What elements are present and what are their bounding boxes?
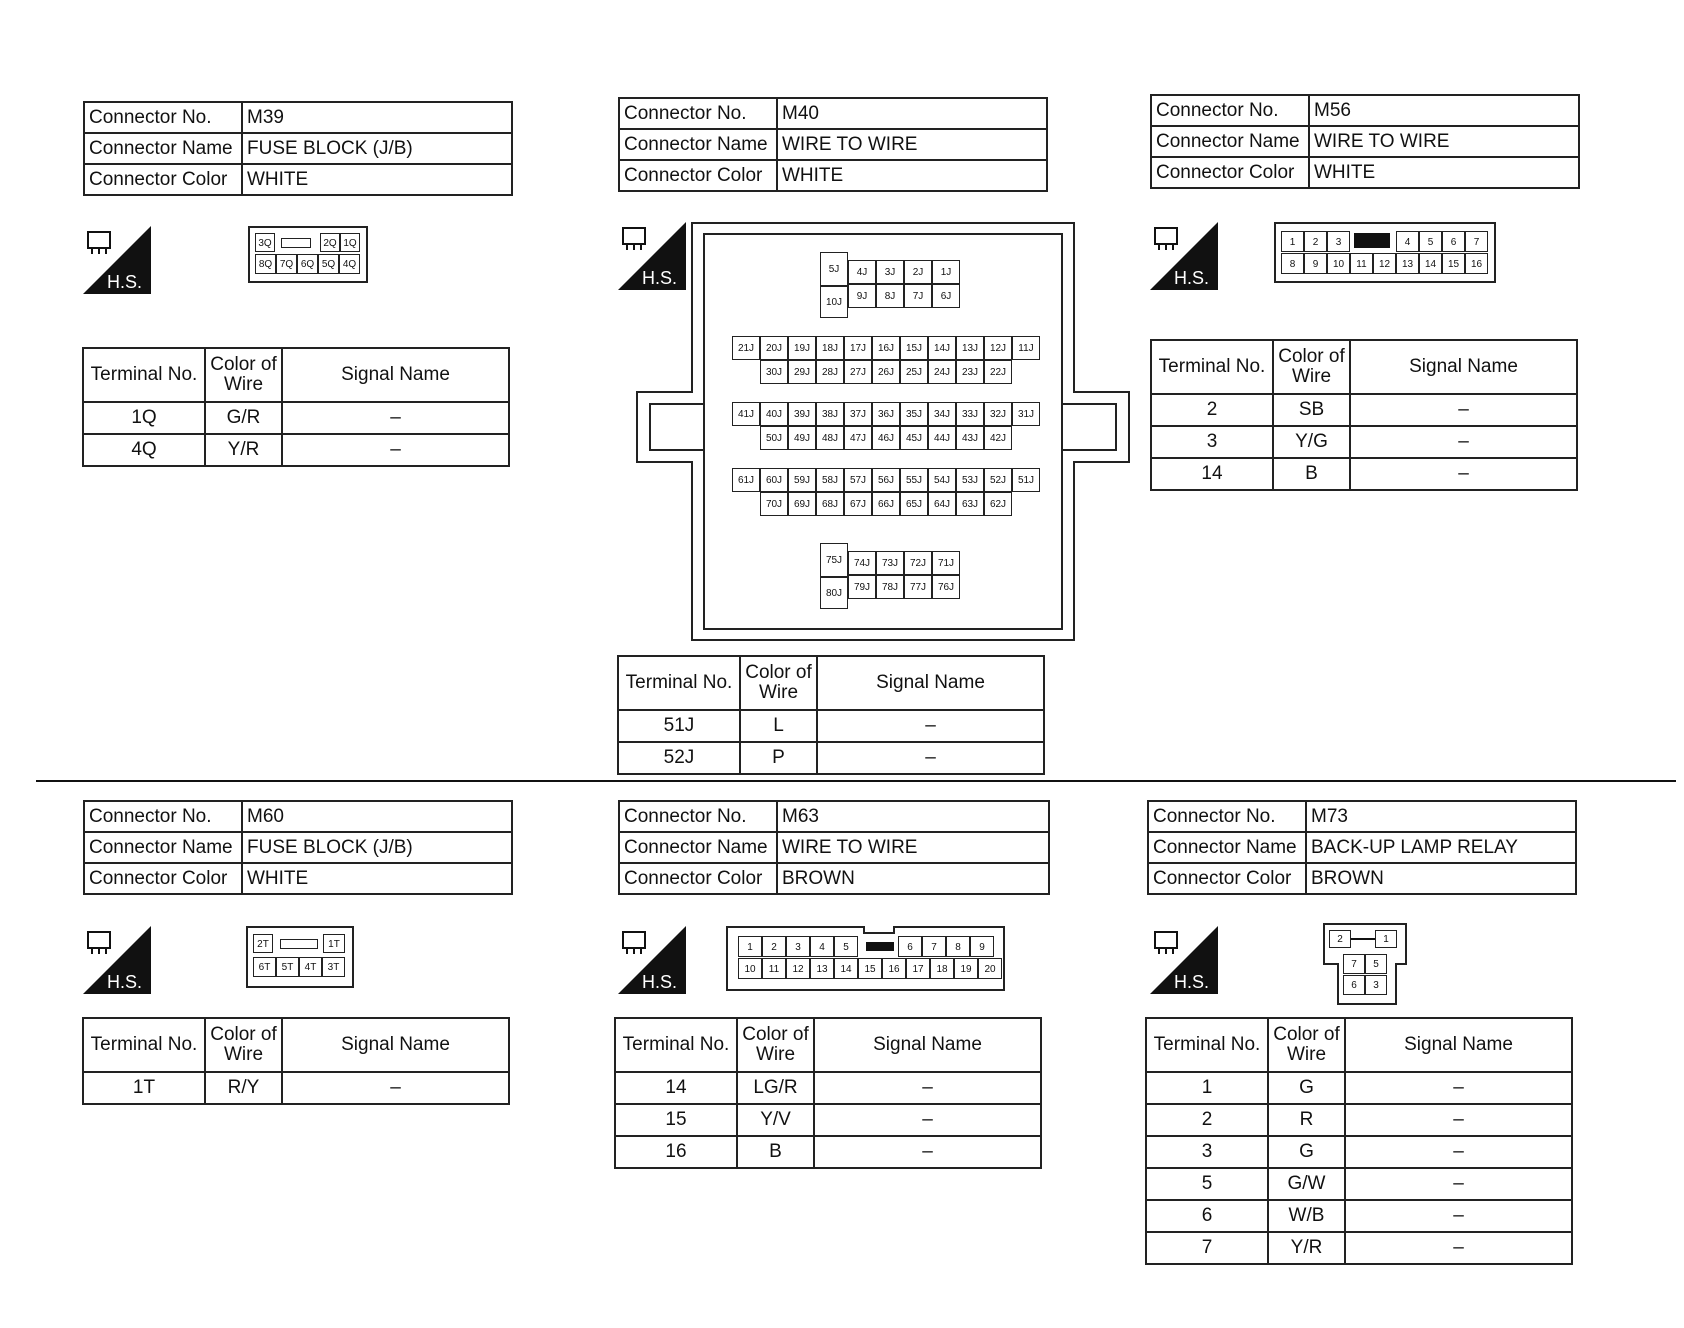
label-connector-color: Connector Color xyxy=(619,160,777,191)
connector-pin: 65J xyxy=(900,492,928,516)
connector-pin: 6 xyxy=(1442,231,1465,252)
connector-pin: 1Q xyxy=(340,233,360,252)
signal-name: – xyxy=(282,1072,509,1104)
connector-info-m60 xyxy=(83,800,513,895)
terminal-row xyxy=(618,710,1044,742)
connector-key xyxy=(1351,938,1375,940)
connector-pin: 27J xyxy=(844,360,872,384)
wire-color: R xyxy=(1268,1104,1345,1136)
connector-info-m56 xyxy=(1150,94,1580,189)
terminal-table-m40 xyxy=(617,655,1045,775)
harness-side-icon xyxy=(1150,926,1218,994)
connector-pin: 9J xyxy=(848,284,876,308)
col-terminal-no: Terminal No. xyxy=(1151,340,1273,394)
connector-pin: 11 xyxy=(762,958,786,979)
connector-pin: 34J xyxy=(928,402,956,426)
connector-pin: 68J xyxy=(816,492,844,516)
connector-color-value: WHITE xyxy=(242,164,512,195)
label-connector-color: Connector Color xyxy=(84,164,242,195)
connector-pin: 48J xyxy=(816,426,844,450)
signal-name: – xyxy=(1345,1232,1572,1264)
terminal-row xyxy=(1146,1072,1572,1104)
terminal-no: 14 xyxy=(1151,458,1273,490)
wire-color: B xyxy=(1273,458,1350,490)
connector-pin: 69J xyxy=(788,492,816,516)
connector-pin: 57J xyxy=(844,468,872,492)
connector-pin: 2 xyxy=(1304,231,1327,252)
connector-pin: 78J xyxy=(876,575,904,599)
terminal-no: 6 xyxy=(1146,1200,1268,1232)
wire-color: LG/R xyxy=(737,1072,814,1104)
wire-color: G/R xyxy=(205,402,282,434)
connector-pin: 11 xyxy=(1350,253,1373,274)
terminal-row xyxy=(615,1136,1041,1168)
connector-pin: 35J xyxy=(900,402,928,426)
connector-pin: 71J xyxy=(932,551,960,575)
terminal-row xyxy=(1151,458,1577,490)
label-connector-color: Connector Color xyxy=(84,863,242,894)
wire-color: Y/R xyxy=(1268,1232,1345,1264)
connector-no-value: M39 xyxy=(242,102,512,133)
label-connector-color: Connector Color xyxy=(1148,863,1306,894)
connector-pin: 41J xyxy=(732,402,760,426)
label-connector-name: Connector Name xyxy=(84,133,242,164)
terminal-no: 3 xyxy=(1146,1136,1268,1168)
connector-name-value: WIRE TO WIRE xyxy=(777,832,1049,863)
connector-pin: 75J xyxy=(820,543,848,577)
col-terminal-no: Terminal No. xyxy=(1146,1018,1268,1072)
connector-pin: 10J xyxy=(820,286,848,318)
col-wire-color: Color of Wire xyxy=(1268,1018,1345,1072)
connector-pin: 46J xyxy=(872,426,900,450)
label-connector-name: Connector Name xyxy=(1151,126,1309,157)
connector-info-m40 xyxy=(618,97,1048,192)
terminal-no: 2 xyxy=(1151,394,1273,426)
harness-side-icon xyxy=(83,926,151,994)
label-connector-no: Connector No. xyxy=(1148,801,1306,832)
terminal-no: 1Q xyxy=(83,402,205,434)
connector-pin: 15 xyxy=(1442,253,1465,274)
connector-pin: 66J xyxy=(872,492,900,516)
connector-pin: 12 xyxy=(1373,253,1396,274)
connector-pin: 5T xyxy=(276,957,299,977)
section-divider xyxy=(36,780,1676,782)
connector-pin: 14 xyxy=(834,958,858,979)
connector-pin: 13J xyxy=(956,336,984,360)
connector-pin: 21J xyxy=(732,336,760,360)
connector-pin: 2 xyxy=(1329,930,1351,948)
label-connector-color: Connector Color xyxy=(619,863,777,894)
harness-side-icon xyxy=(83,226,151,294)
connector-pin: 30J xyxy=(760,360,788,384)
terminal-row xyxy=(83,402,509,434)
connector-pin: 1 xyxy=(738,936,762,957)
connector-pin: 19 xyxy=(954,958,978,979)
connector-pin: 62J xyxy=(984,492,1012,516)
wire-color: B xyxy=(737,1136,814,1168)
signal-name: – xyxy=(1350,458,1577,490)
terminal-no: 14 xyxy=(615,1072,737,1104)
connector-pin: 38J xyxy=(816,402,844,426)
connector-pin: 80J xyxy=(820,577,848,609)
connector-pin: 17 xyxy=(906,958,930,979)
connector-color-value: BROWN xyxy=(1306,863,1576,894)
connector-pin: 52J xyxy=(984,468,1012,492)
connector-pin: 3T xyxy=(322,957,345,977)
connector-no-value: M56 xyxy=(1309,95,1579,126)
terminal-row xyxy=(618,742,1044,774)
connector-pin: 10 xyxy=(1327,253,1350,274)
connector-pin: 3 xyxy=(1365,975,1387,995)
terminal-no: 52J xyxy=(618,742,740,774)
terminal-row xyxy=(1146,1168,1572,1200)
col-wire-color: Color of Wire xyxy=(1273,340,1350,394)
connector-no-value: M73 xyxy=(1306,801,1576,832)
signal-name: – xyxy=(1345,1104,1572,1136)
col-terminal-no: Terminal No. xyxy=(615,1018,737,1072)
signal-name: – xyxy=(282,402,509,434)
signal-name: – xyxy=(817,742,1044,774)
terminal-table-m73 xyxy=(1145,1017,1573,1265)
connector-pin: 22J xyxy=(984,360,1012,384)
connector-pin: 8J xyxy=(876,284,904,308)
connector-pin: 20J xyxy=(760,336,788,360)
col-signal-name: Signal Name xyxy=(282,1018,509,1072)
connector-pin: 7Q xyxy=(276,254,297,274)
connector-pin: 3Q xyxy=(255,233,275,252)
terminal-table-m56 xyxy=(1150,339,1578,491)
col-signal-name: Signal Name xyxy=(1350,340,1577,394)
terminal-row xyxy=(1146,1200,1572,1232)
connector-key xyxy=(281,238,311,248)
wire-color: Y/G xyxy=(1273,426,1350,458)
connector-info-m63 xyxy=(618,800,1050,895)
label-connector-no: Connector No. xyxy=(84,102,242,133)
connector-pin: 53J xyxy=(956,468,984,492)
connector-pin: 4J xyxy=(848,260,876,284)
connector-no-value: M63 xyxy=(777,801,1049,832)
terminal-row xyxy=(1146,1136,1572,1168)
connector-pin: 2Q xyxy=(320,233,340,252)
col-wire-color: Color of Wire xyxy=(740,656,817,710)
connector-pin: 29J xyxy=(788,360,816,384)
signal-name: – xyxy=(1345,1168,1572,1200)
wire-color: SB xyxy=(1273,394,1350,426)
connector-pin: 14 xyxy=(1419,253,1442,274)
connector-pin: 73J xyxy=(876,551,904,575)
connector-pin: 7 xyxy=(922,936,946,957)
connector-pin: 17J xyxy=(844,336,872,360)
connector-pin: 25J xyxy=(900,360,928,384)
connector-pin: 3J xyxy=(876,260,904,284)
terminal-no: 1 xyxy=(1146,1072,1268,1104)
wire-color: R/Y xyxy=(205,1072,282,1104)
label-connector-no: Connector No. xyxy=(619,98,777,129)
label-connector-name: Connector Name xyxy=(84,832,242,863)
connector-pin: 40J xyxy=(760,402,788,426)
connector-pin: 37J xyxy=(844,402,872,426)
connector-pin: 13 xyxy=(1396,253,1419,274)
terminal-row xyxy=(1151,394,1577,426)
wire-color: G xyxy=(1268,1072,1345,1104)
connector-name-value: BACK-UP LAMP RELAY xyxy=(1306,832,1576,863)
connector-pin: 2J xyxy=(904,260,932,284)
label-connector-color: Connector Color xyxy=(1151,157,1309,188)
connector-color-value: WHITE xyxy=(777,160,1047,191)
connector-pin: 39J xyxy=(788,402,816,426)
signal-name: – xyxy=(817,710,1044,742)
connector-pin: 63J xyxy=(956,492,984,516)
col-terminal-no: Terminal No. xyxy=(83,1018,205,1072)
connector-name-value: FUSE BLOCK (J/B) xyxy=(242,832,512,863)
connector-pin: 50J xyxy=(760,426,788,450)
hs-label: H.S. xyxy=(1174,268,1210,288)
connector-pin: 5 xyxy=(1365,954,1387,974)
terminal-row xyxy=(1146,1104,1572,1136)
connector-pin: 20 xyxy=(978,958,1002,979)
label-connector-no: Connector No. xyxy=(619,801,777,832)
connector-pin: 10 xyxy=(738,958,762,979)
connector-pin: 1J xyxy=(932,260,960,284)
connector-pin: 16 xyxy=(882,958,906,979)
wire-color: W/B xyxy=(1268,1200,1345,1232)
label-connector-name: Connector Name xyxy=(619,129,777,160)
wire-color: Y/V xyxy=(737,1104,814,1136)
connector-pin: 24J xyxy=(928,360,956,384)
connector-pin: 9 xyxy=(1304,253,1327,274)
label-connector-no: Connector No. xyxy=(1151,95,1309,126)
connector-pin: 6Q xyxy=(297,254,318,274)
connector-pin: 28J xyxy=(816,360,844,384)
terminal-no: 5 xyxy=(1146,1168,1268,1200)
connector-pin: 31J xyxy=(1012,402,1040,426)
connector-pin: 61J xyxy=(732,468,760,492)
connector-pin: 45J xyxy=(900,426,928,450)
connector-color-value: WHITE xyxy=(1309,157,1579,188)
connector-pin: 18 xyxy=(930,958,954,979)
connector-pin: 54J xyxy=(928,468,956,492)
connector-pin: 60J xyxy=(760,468,788,492)
hs-label: H.S. xyxy=(107,272,143,292)
terminal-no: 7 xyxy=(1146,1232,1268,1264)
connector-pin: 55J xyxy=(900,468,928,492)
terminal-no: 15 xyxy=(615,1104,737,1136)
connector-info-m73 xyxy=(1147,800,1577,895)
col-signal-name: Signal Name xyxy=(1345,1018,1572,1072)
connector-pin: 19J xyxy=(788,336,816,360)
terminal-row xyxy=(83,434,509,466)
terminal-no: 2 xyxy=(1146,1104,1268,1136)
connector-pin: 33J xyxy=(956,402,984,426)
connector-key xyxy=(280,939,318,949)
connector-pin: 2T xyxy=(253,934,273,953)
connector-no-value: M60 xyxy=(242,801,512,832)
connector-name-value: WIRE TO WIRE xyxy=(1309,126,1579,157)
connector-pin: 18J xyxy=(816,336,844,360)
terminal-table-m63 xyxy=(614,1017,1042,1169)
connector-pin: 9 xyxy=(970,936,994,957)
connector-pin: 67J xyxy=(844,492,872,516)
label-connector-name: Connector Name xyxy=(619,832,777,863)
hs-label: H.S. xyxy=(1174,972,1210,992)
terminal-no: 1T xyxy=(83,1072,205,1104)
terminal-row xyxy=(1146,1232,1572,1264)
connector-pin: 23J xyxy=(956,360,984,384)
connector-pin: 15J xyxy=(900,336,928,360)
connector-pin: 76J xyxy=(932,575,960,599)
connector-pin: 47J xyxy=(844,426,872,450)
terminal-row xyxy=(1151,426,1577,458)
signal-name: – xyxy=(814,1104,1041,1136)
wire-color: G/W xyxy=(1268,1168,1345,1200)
connector-pin: 6J xyxy=(932,284,960,308)
signal-name: – xyxy=(1345,1136,1572,1168)
connector-color-value: WHITE xyxy=(242,863,512,894)
connector-pin: 2 xyxy=(762,936,786,957)
connector-lock-tab xyxy=(1354,233,1390,248)
signal-name: – xyxy=(1345,1200,1572,1232)
connector-pin: 51J xyxy=(1012,468,1040,492)
label-connector-name: Connector Name xyxy=(1148,832,1306,863)
connector-pin: 11J xyxy=(1012,336,1040,360)
connector-lock-tab xyxy=(866,942,894,951)
connector-pin: 4Q xyxy=(339,254,360,274)
connector-pin: 14J xyxy=(928,336,956,360)
connector-pin: 4 xyxy=(1396,231,1419,252)
connector-pin: 16J xyxy=(872,336,900,360)
connector-pin: 4T xyxy=(299,957,322,977)
connector-pin: 1 xyxy=(1281,231,1304,252)
connector-pin: 1 xyxy=(1375,930,1397,948)
connector-pin: 43J xyxy=(956,426,984,450)
signal-name: – xyxy=(1350,394,1577,426)
connector-pin: 49J xyxy=(788,426,816,450)
connector-pin: 5Q xyxy=(318,254,339,274)
connector-pin: 26J xyxy=(872,360,900,384)
col-signal-name: Signal Name xyxy=(814,1018,1041,1072)
col-terminal-no: Terminal No. xyxy=(618,656,740,710)
connector-pin: 8 xyxy=(1281,253,1304,274)
connector-pin: 6T xyxy=(253,957,276,977)
connector-pin: 16 xyxy=(1465,253,1488,274)
col-wire-color: Color of Wire xyxy=(737,1018,814,1072)
wire-color: P xyxy=(740,742,817,774)
connector-pin: 77J xyxy=(904,575,932,599)
col-wire-color: Color of Wire xyxy=(205,348,282,402)
terminal-row xyxy=(615,1072,1041,1104)
connector-pin: 7 xyxy=(1343,954,1365,974)
col-wire-color: Color of Wire xyxy=(205,1018,282,1072)
col-terminal-no: Terminal No. xyxy=(83,348,205,402)
terminal-table-m60 xyxy=(82,1017,510,1105)
connector-pin: 32J xyxy=(984,402,1012,426)
connector-pin: 59J xyxy=(788,468,816,492)
connector-name-value: FUSE BLOCK (J/B) xyxy=(242,133,512,164)
connector-pin: 3 xyxy=(1327,231,1350,252)
connector-name-value: WIRE TO WIRE xyxy=(777,129,1047,160)
connector-pin: 70J xyxy=(760,492,788,516)
connector-pin: 8Q xyxy=(255,254,276,274)
connector-pin: 64J xyxy=(928,492,956,516)
harness-side-icon xyxy=(618,926,686,994)
signal-name: – xyxy=(814,1136,1041,1168)
connector-pin: 5 xyxy=(1419,231,1442,252)
harness-side-icon xyxy=(1150,222,1218,290)
connector-pin: 1T xyxy=(323,934,345,953)
connector-pin: 42J xyxy=(984,426,1012,450)
wire-color: L xyxy=(740,710,817,742)
connector-pin: 74J xyxy=(848,551,876,575)
connector-color-value: BROWN xyxy=(777,863,1049,894)
wire-color: Y/R xyxy=(205,434,282,466)
connector-pin: 7 xyxy=(1465,231,1488,252)
connector-pin: 5 xyxy=(834,936,858,957)
connector-pin: 5J xyxy=(820,252,848,286)
signal-name: – xyxy=(1345,1072,1572,1104)
connector-pin: 6 xyxy=(898,936,922,957)
terminal-row xyxy=(83,1072,509,1104)
terminal-no: 3 xyxy=(1151,426,1273,458)
connector-pin: 13 xyxy=(810,958,834,979)
connector-pin: 79J xyxy=(848,575,876,599)
connector-pin: 36J xyxy=(872,402,900,426)
connector-pin: 72J xyxy=(904,551,932,575)
connector-pin: 12J xyxy=(984,336,1012,360)
hs-label: H.S. xyxy=(642,268,678,288)
connector-pin: 56J xyxy=(872,468,900,492)
signal-name: – xyxy=(1350,426,1577,458)
signal-name: – xyxy=(814,1072,1041,1104)
label-connector-no: Connector No. xyxy=(84,801,242,832)
connector-pin: 7J xyxy=(904,284,932,308)
connector-pin: 4 xyxy=(810,936,834,957)
hs-label: H.S. xyxy=(107,972,143,992)
signal-name: – xyxy=(282,434,509,466)
terminal-table-m39 xyxy=(82,347,510,467)
connector-pin: 6 xyxy=(1343,975,1365,995)
col-signal-name: Signal Name xyxy=(817,656,1044,710)
wire-color: G xyxy=(1268,1136,1345,1168)
connector-pin: 3 xyxy=(786,936,810,957)
terminal-no: 16 xyxy=(615,1136,737,1168)
connector-info-m39 xyxy=(83,101,513,196)
connector-pin: 15 xyxy=(858,958,882,979)
terminal-row xyxy=(615,1104,1041,1136)
col-signal-name: Signal Name xyxy=(282,348,509,402)
connector-pin: 8 xyxy=(946,936,970,957)
terminal-no: 51J xyxy=(618,710,740,742)
connector-no-value: M40 xyxy=(777,98,1047,129)
hs-label: H.S. xyxy=(642,972,678,992)
connector-pin: 58J xyxy=(816,468,844,492)
terminal-no: 4Q xyxy=(83,434,205,466)
connector-pin: 44J xyxy=(928,426,956,450)
connector-pin: 12 xyxy=(786,958,810,979)
